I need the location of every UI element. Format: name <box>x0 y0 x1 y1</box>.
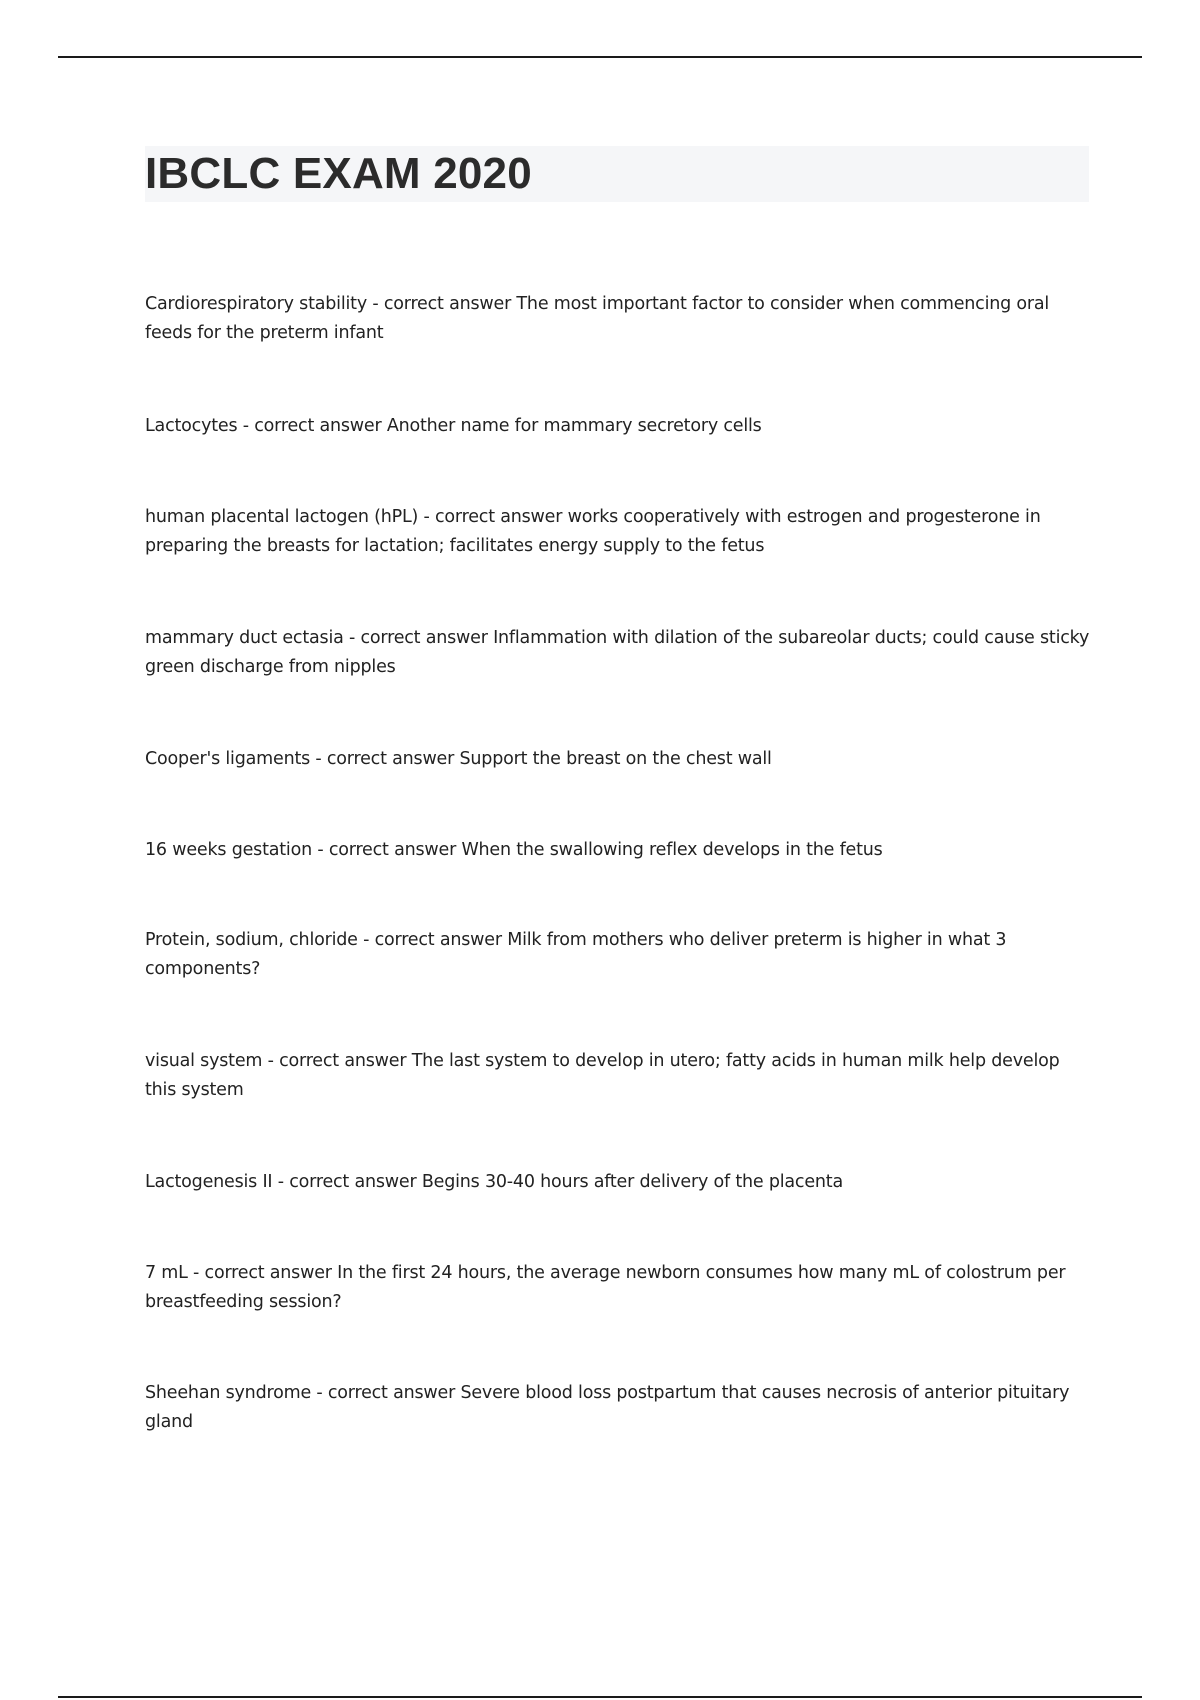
qa-item-7: Protein, sodium, chloride - correct answer Milk from mothers who deliver preterm is higher in what 3 components? <box>145 930 1007 979</box>
qa-item-11: Sheehan syndrome - correct answer Severe blood loss postpartum that causes necrosis of anterior pituitary gland <box>145 1383 1070 1432</box>
qa-item-5: Cooper's ligaments - correct answer Support the breast on the chest wall <box>145 749 772 769</box>
bottom-divider <box>58 1696 1142 1698</box>
qa-item-6: 16 weeks gestation - correct answer When the swallowing reflex develops in the fetus <box>145 840 883 860</box>
qa-item-1: Cardiorespiratory stability - correct answer The most important factor to consider when commencing oral feeds for the preterm infant <box>145 294 1050 343</box>
qa-item-2: Lactocytes - correct answer Another name for mammary secretory cells <box>145 416 762 436</box>
qa-item-10: 7 mL - correct answer In the first 24 hours, the average newborn consumes how many mL of colostrum per breastfeeding session? <box>145 1263 1066 1312</box>
qa-item-8: visual system - correct answer The last system to develop in utero; fatty acids in human milk help develop this system <box>145 1051 1060 1100</box>
qa-item-4: mammary duct ectasia - correct answer Inflammation with dilation of the subareolar ducts; could cause sticky green discharge from nipples <box>145 628 1090 677</box>
qa-item-9: Lactogenesis II - correct answer Begins 30-40 hours after delivery of the placenta <box>145 1172 843 1192</box>
top-divider <box>58 56 1142 58</box>
document-title: IBCLC EXAM 2020 <box>145 149 532 198</box>
qa-item-3: human placental lactogen (hPL) - correct answer works cooperatively with estrogen and progesterone in preparing the breasts for lactation; facilitates energy supply to the fetus <box>145 507 1041 556</box>
